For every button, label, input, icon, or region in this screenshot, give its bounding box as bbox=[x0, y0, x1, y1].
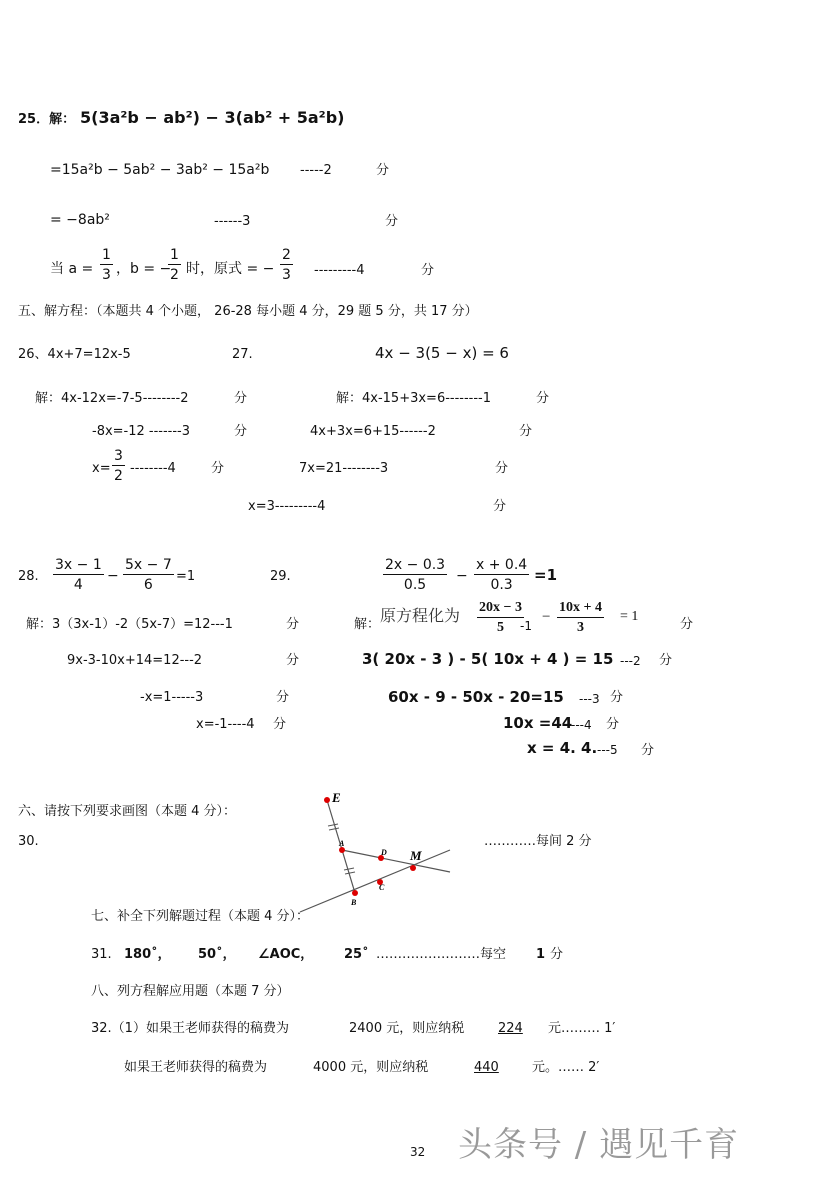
q28-rhs: =1 bbox=[176, 569, 196, 584]
q27-unit-2: 分 bbox=[519, 424, 533, 439]
section7-title: 七、补全下列解题过程（本题 4 分）： bbox=[91, 909, 310, 924]
q27-line3: 7x=21--------3 bbox=[299, 461, 389, 476]
q30-tick-4 bbox=[345, 872, 355, 874]
q28-line4: x=-1----4 bbox=[196, 717, 255, 732]
q30-label-d: D bbox=[381, 848, 387, 857]
q25-result-fraction: $\frac{2}{3}$ bbox=[282, 247, 291, 283]
q25-step3-mark: ---------4 bbox=[314, 263, 365, 278]
q31-answer-4: 25˚ bbox=[344, 947, 369, 962]
q29-rhs: =1 bbox=[534, 566, 558, 584]
q28-line1: 解：3（3x-1）-2（5x-7）=12---1 bbox=[26, 617, 233, 632]
q25-orig-text: 时，原式 = − bbox=[186, 261, 275, 277]
page-number: 32 bbox=[410, 1145, 426, 1159]
q29-line2-mark: ---2 bbox=[620, 654, 641, 668]
q30-tick-3 bbox=[344, 868, 354, 870]
q27-unit-1: 分 bbox=[536, 391, 550, 406]
q27-label: 27. bbox=[232, 347, 253, 362]
q30-tick-2 bbox=[329, 828, 339, 830]
q25-unit-3: 分 bbox=[421, 263, 435, 278]
q28-unit-1: 分 bbox=[286, 617, 300, 632]
q26-line3-pre: x= bbox=[92, 461, 111, 476]
q30-label: 30. bbox=[18, 834, 39, 849]
q32-line2: 如果王老师获得的稿费为 bbox=[124, 1060, 268, 1075]
section6-title: 六、请按下列要求画图（本题 4 分）： bbox=[18, 804, 237, 819]
q31-score-value: 1 bbox=[536, 947, 546, 962]
q25-step1-mark: -----2 bbox=[300, 163, 332, 178]
q29-line4: 10x =44 bbox=[503, 714, 573, 732]
q26-line2: -8x=-12 -------3 bbox=[92, 424, 191, 439]
q28-fraction-2: $\frac{5x - 7}{6}$ bbox=[125, 557, 172, 593]
q25-unit-2: 分 bbox=[385, 214, 399, 229]
q31-score: ……………………每空 bbox=[376, 947, 507, 962]
q26-unit-2: 分 bbox=[234, 424, 248, 439]
q32-suffix-2: 元。…… 2′ bbox=[532, 1060, 600, 1075]
q31-answer-2: 50˚， bbox=[198, 947, 236, 962]
q29-unit-5: 分 bbox=[641, 743, 655, 758]
q29-solution-text: 原方程化为 bbox=[380, 608, 461, 625]
q28-unit-4: 分 bbox=[273, 717, 287, 732]
q27-unit-4: 分 bbox=[493, 499, 507, 514]
q27-unit-3: 分 bbox=[495, 461, 509, 476]
q30-label-e: E bbox=[332, 790, 341, 805]
q32-amount-1: 2400 元，则应纳税 bbox=[349, 1021, 465, 1036]
q32-tax-2: 440 bbox=[474, 1060, 499, 1075]
q30-line-bm bbox=[300, 850, 450, 912]
q29-label: 29. bbox=[270, 569, 291, 584]
q29-line4-mark: ---4 bbox=[571, 718, 592, 732]
q28-label: 28. bbox=[18, 569, 39, 584]
q27-line1: 解：4x-15+3x=6--------1 bbox=[336, 391, 492, 406]
q30-label-b: B bbox=[351, 898, 357, 907]
q29-simplified-fraction-2: $\frac{10x + 4}{3}$ bbox=[559, 600, 602, 635]
q29-fraction-1: $\frac{2x - 0.3}{0.5}$ bbox=[385, 557, 446, 593]
q29-simplified-extra: -1 bbox=[520, 619, 532, 633]
q31-answer-1: 180˚， bbox=[124, 947, 171, 962]
q29-simplified-fraction-1: $\frac{20x - 3}{5}$ bbox=[479, 600, 522, 635]
q27-line4: x=3---------4 bbox=[248, 499, 326, 514]
q31-answer-3: ∠AOC， bbox=[258, 947, 314, 962]
q29-fraction-2: $\frac{x + 0.4}{0.3}$ bbox=[476, 557, 528, 593]
q29-solution-prefix: 解： bbox=[354, 617, 381, 632]
q27-line2: 4x+3x=6+15------2 bbox=[310, 424, 436, 439]
q26-label: 26、4x+7=12x-5 bbox=[18, 347, 131, 362]
q26-unit-1: 分 bbox=[234, 391, 248, 406]
q30-line-am bbox=[342, 850, 450, 872]
q30-figure bbox=[290, 780, 465, 915]
q28-minus: − bbox=[107, 568, 119, 584]
q26-fraction: $\frac{3}{2}$ bbox=[114, 448, 123, 484]
q29-line2: 3( 20x - 3 ) - 5( 10x + 4 ) = 15 bbox=[362, 650, 614, 668]
q30-label-c: C bbox=[379, 883, 385, 892]
q29-minus-2: − bbox=[542, 609, 551, 625]
watermark: 头条号 / 遇见千育 bbox=[458, 1125, 740, 1165]
q28-unit-3: 分 bbox=[276, 690, 290, 705]
q25-expression: 5(3a²b − ab²) − 3(ab² + 5a²b) bbox=[80, 108, 345, 127]
q32-suffix-1: 元……… 1′ bbox=[548, 1021, 616, 1036]
q30-tick-1 bbox=[328, 824, 338, 826]
q29-unit-3: 分 bbox=[610, 690, 624, 705]
q29-line5: x = 4. 4. bbox=[527, 739, 598, 757]
q29-line3: 60x - 9 - 50x - 20=15 bbox=[388, 688, 564, 706]
q31-unit: 分 bbox=[550, 947, 564, 962]
q25-step2: = −8ab² bbox=[50, 212, 110, 228]
q28-line2: 9x-3-10x+14=12---2 bbox=[67, 653, 203, 668]
q30-label-a: A bbox=[339, 839, 345, 848]
q29-simplified-rhs: = 1 bbox=[620, 609, 639, 624]
q25-step1: =15a²b − 5ab² − 3ab² − 15a²b bbox=[50, 162, 270, 178]
q25-when: 当 a = bbox=[50, 261, 94, 277]
q25-b-text: ，b = − bbox=[116, 261, 172, 277]
q25-b-fraction: $\frac{1}{2}$ bbox=[170, 247, 179, 283]
q30-score: …………每间 2 分 bbox=[484, 834, 592, 849]
q25-step2-mark: ------3 bbox=[214, 214, 251, 229]
q29-unit-2: 分 bbox=[659, 653, 673, 668]
q26-unit-3: 分 bbox=[211, 461, 225, 476]
q32-tax-1: 224 bbox=[498, 1021, 523, 1036]
section5-title: 五、解方程：（本题共 4 个小题， 26-28 每小题 4 分，29 题 5 分，共 17 分） bbox=[18, 304, 478, 319]
q27-equation: 4x − 3(5 − x) = 6 bbox=[375, 344, 509, 362]
section8-title: 八、列方程解应用题（本题 7 分） bbox=[91, 984, 290, 999]
q32-amount-2: 4000 元，则应纳税 bbox=[313, 1060, 429, 1075]
q28-fraction-1: $\frac{3x - 1}{4}$ bbox=[55, 557, 102, 593]
q26-line3-mark: --------4 bbox=[130, 461, 176, 476]
q29-unit-1: 分 bbox=[680, 617, 694, 632]
q26-line1: 解：4x-12x=-7-5--------2 bbox=[35, 391, 189, 406]
q30-point-m bbox=[410, 865, 416, 871]
q28-line3: -x=1-----3 bbox=[140, 690, 204, 705]
q25-unit-1: 分 bbox=[376, 163, 390, 178]
q28-unit-2: 分 bbox=[286, 653, 300, 668]
q30-label-m: M bbox=[410, 848, 422, 863]
q29-unit-4: 分 bbox=[606, 717, 620, 732]
q29-line3-mark: ---3 bbox=[579, 692, 600, 706]
q29-line5-mark: ---5 bbox=[597, 743, 618, 757]
q29-minus: − bbox=[456, 568, 468, 584]
q25-a-fraction: $\frac{1}{3}$ bbox=[102, 247, 111, 283]
q25-label: 25．解： bbox=[18, 112, 76, 127]
q30-point-b bbox=[352, 890, 358, 896]
q31-label: 31. bbox=[91, 947, 112, 962]
q30-point-e bbox=[324, 797, 330, 803]
q32-label: 32.（1）如果王老师获得的稿费为 bbox=[91, 1021, 289, 1036]
